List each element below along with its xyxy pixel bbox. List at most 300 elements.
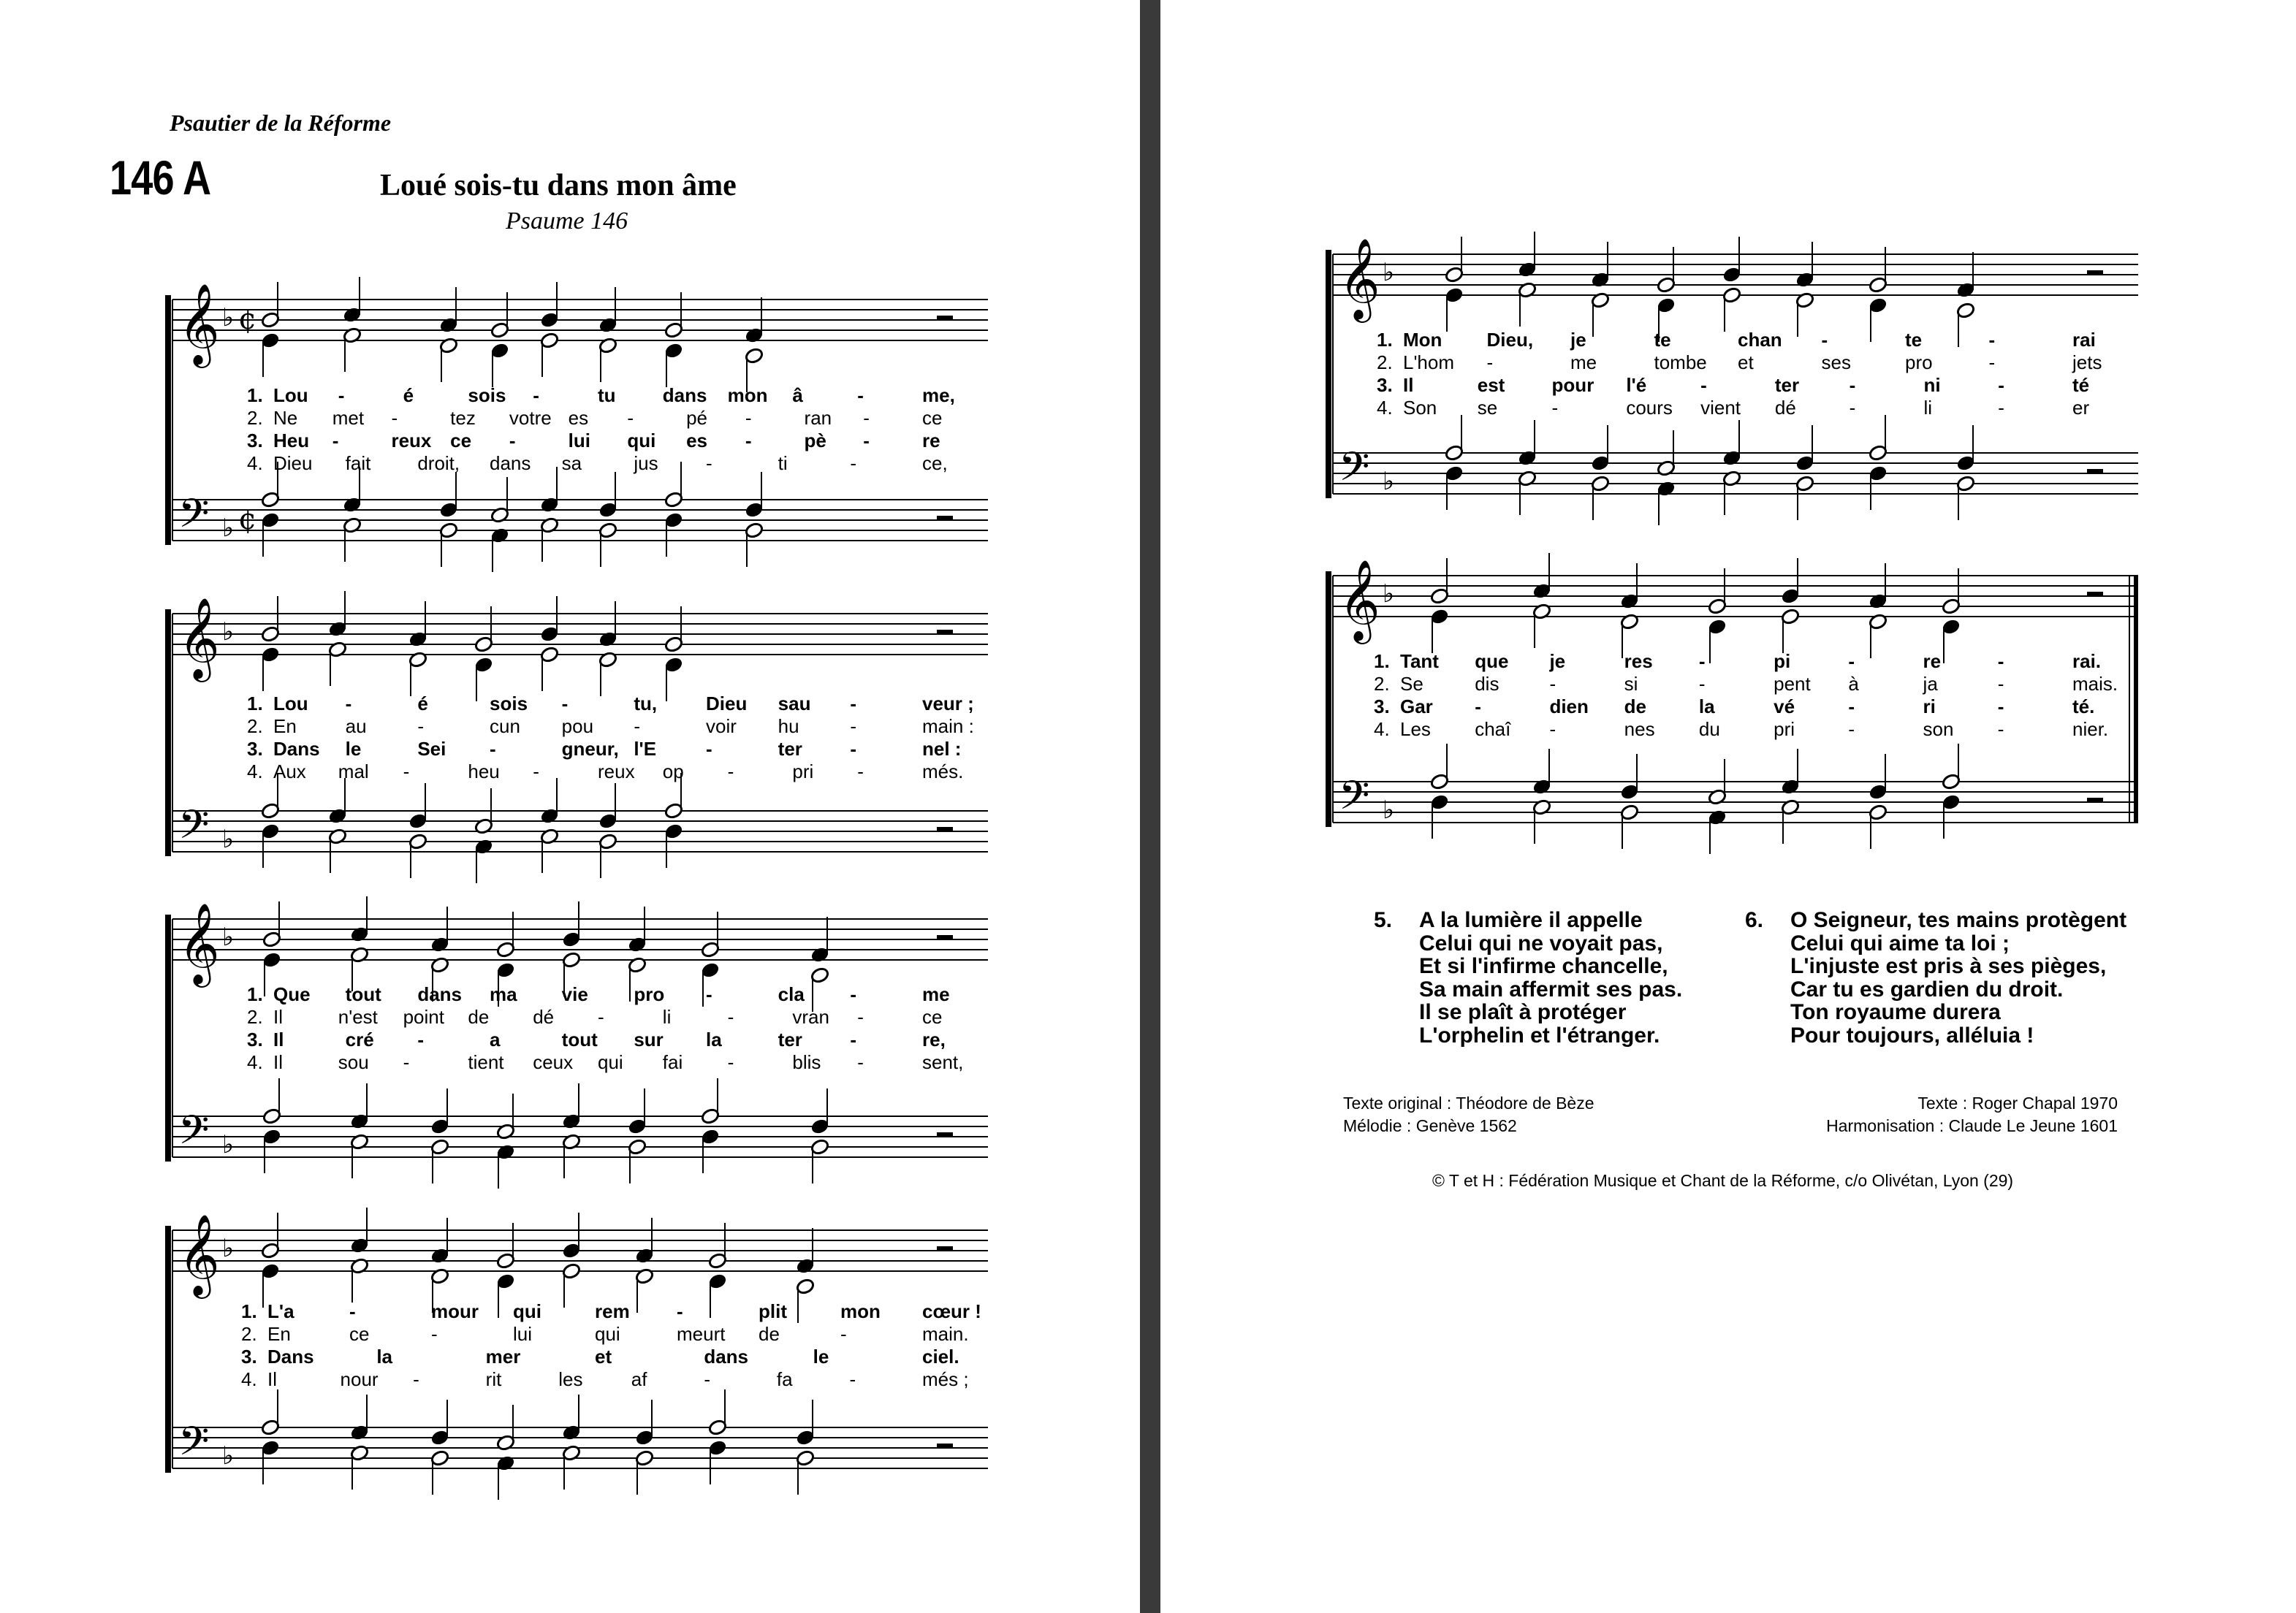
stanza-line: A la lumière il appelle [1419,908,1643,932]
verse-label: 1. [247,983,263,1005]
lyric-hyphen: - [1849,374,1856,396]
bass-clef-icon: 𝄢 [178,1107,210,1163]
verse-label: 4. [1377,397,1393,419]
lyric-syllable: ce, [922,452,948,474]
lyric-syllable: res [1624,650,1653,672]
flat-key-icon: ♭ [222,514,235,543]
lyric-syllable: sou [338,1051,369,1073]
lyric-hyphen: - [1998,374,2004,396]
flat-key-icon: ♭ [222,825,235,854]
verse-label: 2. [241,1323,257,1345]
lyric-syllable: dien [1549,695,1589,717]
lyric-syllable: ciel. [922,1346,959,1368]
lyric-hyphen: - [863,407,870,429]
stanza-line: L'orphelin et l'étranger. [1419,1023,1660,1048]
lyric-syllable: tout [561,1029,598,1050]
lyric-syllable: à [1848,673,1859,695]
lyric-syllable: me [922,983,950,1005]
lyric-syllable: rit [485,1368,502,1390]
lyric-hyphen: - [634,715,640,737]
lyric-syllable: nes [1624,718,1655,740]
lyric-syllable: vient [1700,397,1741,419]
verse-label: 1. [241,1300,257,1322]
stanza-number: 6. [1745,908,1764,932]
lyric-syllable: af [631,1368,647,1390]
lyric-syllable: ma [490,983,517,1005]
lyric-syllable: main. [922,1323,969,1345]
lyric-syllable: Tant [1400,650,1439,672]
flat-key-icon: ♭ [1383,579,1395,609]
lyric-syllable: cré [345,1029,374,1050]
lyric-syllable: pro [634,983,665,1005]
rest-icon [937,1132,953,1137]
verse-label: 2. [247,1006,263,1028]
lyric-syllable: fa [776,1368,793,1390]
lyric-hyphen: - [857,1051,864,1073]
lyric-syllable: cun [490,715,520,737]
lyric-syllable: sur [634,1029,664,1050]
lyric-syllable: li [1923,397,1932,419]
lyric-syllable: es [686,430,707,451]
music-system-2 [162,592,988,884]
verse-label: 4. [247,760,263,782]
stanza-line: Et si l'infirme chancelle, [1419,954,1668,978]
lyric-syllable: fait [345,452,371,474]
verse-label: 4. [1374,718,1390,740]
lyric-syllable: si [1624,673,1638,695]
lyric-syllable: qui [595,1323,620,1345]
lyric-syllable: més ; [922,1368,969,1390]
treble-clef-icon: 𝄞 [1339,559,1380,641]
lyric-hyphen: - [1848,650,1855,672]
lyric-syllable: gneur, [561,738,619,760]
lyric-hyphen: - [338,384,345,406]
lyric-syllable: tu, [634,693,658,714]
verse-label: 2. [247,715,263,737]
bass-clef-icon: 𝄢 [178,801,210,858]
lyric-syllable: droit, [417,452,460,474]
verse-label: 3. [247,1029,263,1050]
lyric-syllable: ri [1923,695,1936,717]
lyric-syllable: ce [922,1006,943,1028]
lyric-hyphen: - [840,1323,847,1345]
rest-icon [2087,592,2103,596]
lyric-syllable: dis [1475,673,1499,695]
bass-clef-icon: 𝄢 [178,490,210,546]
music-system-3 [162,897,988,1189]
lyric-syllable: mer [485,1346,521,1368]
lyric-syllable: veur ; [922,693,974,714]
lyric-syllable: sa [561,452,582,474]
treble-clef-icon: 𝄞 [178,1213,220,1295]
bass-staff [172,500,988,541]
lyric-syllable: la [706,1029,722,1050]
lyric-syllable: plit [759,1300,787,1322]
lyric-syllable: Les [1400,718,1431,740]
lyric-syllable: re, [922,1029,946,1050]
lyric-hyphen: - [727,1051,734,1073]
lyric-syllable: Il [267,1368,277,1390]
treble-staff [1333,576,2138,617]
lyric-syllable: re [922,430,940,451]
verse-label: 3. [247,738,263,760]
flat-key-icon: ♭ [1383,796,1395,825]
score-svg [1323,237,2138,526]
lyric-hyphen: - [391,407,398,429]
lyric-syllable: heu [468,760,500,782]
lyric-hyphen: - [727,1006,734,1028]
lyric-syllable: les [558,1368,583,1390]
lyric-syllable: Lou [273,693,308,714]
lyric-syllable: Il [273,1029,284,1050]
lyric-syllable: rai. [2072,650,2102,672]
lyric-syllable: té. [2072,695,2095,717]
lyric-syllable: mais. [2072,673,2118,695]
lyric-syllable: le [813,1346,829,1368]
lyric-syllable: qui [513,1300,541,1322]
lyric-hyphen: - [1698,650,1706,672]
lyric-syllable: sau [778,693,811,714]
lyric-syllable: te [1905,329,1923,351]
lyric-syllable: au [345,715,367,737]
lyric-hyphen: - [745,407,752,429]
lyric-syllable: Se [1400,673,1423,695]
lyric-hyphen: - [431,1323,438,1345]
lyric-syllable: més. [922,760,964,782]
lyric-syllable: la [376,1346,393,1368]
lyric-syllable: meurt [677,1323,726,1345]
lyric-hyphen: - [706,738,712,760]
lyric-syllable: dé [533,1006,555,1028]
lyric-syllable: ti [778,452,788,474]
verse-label: 3. [1377,374,1393,396]
lyric-syllable: Aux [273,760,306,782]
lyric-syllable: cours [1626,397,1673,419]
lyric-hyphen: - [704,1368,710,1390]
lyric-hyphen: - [849,1368,856,1390]
page-gutter [1140,0,1160,1613]
bass-clef-icon: 𝄢 [1339,443,1370,500]
lyric-hyphen: - [1551,397,1559,419]
lyric-syllable: l'é [1626,374,1647,396]
lyric-syllable: je [1549,650,1566,672]
hymn-number: 146 A [110,150,211,205]
lyric-syllable: Gar [1400,695,1433,717]
lyric-hyphen: - [1475,695,1481,717]
lyric-hyphen: - [857,1006,864,1028]
lyric-hyphen: - [850,738,856,760]
lyric-syllable: nel : [922,738,962,760]
lyric-syllable: tez [450,407,476,429]
lyric-syllable: dans [490,452,531,474]
treble-staff [172,614,988,655]
rest-icon [937,935,953,939]
stanza-line: Sa main affermit ses pas. [1419,977,1683,1002]
lyric-syllable: Que [273,983,311,1005]
lyric-hyphen: - [417,1029,424,1050]
lyric-hyphen: - [1848,695,1855,717]
flat-key-icon: ♭ [222,617,235,647]
verse-label: 3. [1374,695,1390,717]
lyric-syllable: me [1570,351,1597,373]
lyric-hyphen: - [509,430,516,451]
lyric-syllable: En [273,715,297,737]
lyric-syllable: te [1654,329,1671,351]
verse-label: 4. [247,1051,263,1073]
lyric-hyphen: - [745,430,752,451]
lyric-hyphen: - [1698,673,1706,695]
lyric-syllable: nour [340,1368,379,1390]
lyric-syllable: L'hom [1403,351,1455,373]
flat-key-icon: ♭ [222,923,235,952]
bass-staff [172,1427,988,1468]
lyric-hyphen: - [1849,397,1856,419]
lyric-hyphen: - [403,760,410,782]
lyric-syllable: Heu [273,430,310,451]
bass-staff [1333,782,2138,823]
lyric-syllable: pou [561,715,594,737]
rest-icon [2087,270,2103,275]
lyric-syllable: Dieu, [1486,329,1534,351]
verse-label: 1. [247,693,263,714]
credit-melody: Mélodie : Genève 1562 [1343,1116,1517,1135]
lyric-hyphen: - [850,693,856,714]
lyric-syllable: de [759,1323,780,1345]
lyric-syllable: vie [561,983,588,1005]
treble-staff [172,919,988,960]
lyric-syllable: point [403,1006,444,1028]
lyric-syllable: rem [595,1300,630,1322]
lyric-syllable: pri [1774,718,1795,740]
lyric-syllable: sois [468,384,506,406]
lyric-hyphen: - [1997,650,2004,672]
verse-label: 4. [241,1368,257,1390]
lyric-syllable: jus [634,452,658,474]
lyric-syllable: tout [345,983,381,1005]
rest-icon [937,630,953,634]
lyric-syllable: Lou [273,384,308,406]
lyric-hyphen: - [332,430,339,451]
lyric-syllable: mon [840,1300,881,1322]
lyric-hyphen: - [727,760,734,782]
stanza-line: Il se plaît à protéger [1419,1000,1627,1024]
lyric-syllable: a [490,1029,501,1050]
lyric-hyphen: - [403,1051,410,1073]
lyric-syllable: er [2072,397,2090,419]
treble-clef-icon: 𝄞 [178,902,220,984]
lyric-syllable: pé [686,407,707,429]
lyric-syllable: dans [662,384,707,406]
rest-icon [2087,798,2103,802]
lyric-syllable: fai [662,1051,683,1073]
verse-label: 2. [1377,351,1393,373]
lyric-hyphen: - [1486,351,1494,373]
lyric-hyphen: - [1997,695,2004,717]
music-system-6 [1323,561,2138,855]
lyric-syllable: En [267,1323,291,1345]
copyright-notice: © T et H : Fédération Musique et Chant de la Réforme, c/o Olivétan, Lyon (29) [1432,1171,2014,1190]
rest-icon [937,316,953,320]
stanza-line: L'injuste est pris à ses pièges, [1790,954,2107,978]
lyric-syllable: dans [417,983,463,1005]
lyric-syllable: Son [1403,397,1437,419]
lyric-syllable: ja [1923,673,1938,695]
lyric-syllable: sent, [922,1051,964,1073]
lyric-syllable: pri [792,760,814,782]
lyric-hyphen: - [857,760,864,782]
rest-icon [937,1444,953,1448]
lyric-syllable: me, [922,384,955,406]
lyric-syllable: pro [1905,351,1933,373]
lyric-syllable: li [662,1006,672,1028]
lyric-syllable: est [1477,374,1505,396]
lyric-syllable: Dans [267,1346,314,1368]
treble-staff [172,1230,988,1271]
lyric-syllable: blis [792,1051,821,1073]
lyric-syllable: ce [349,1323,370,1345]
lyric-hyphen: - [857,384,864,406]
lyric-hyphen: - [349,1300,356,1322]
collection-name: Psautier de la Réforme [170,110,392,136]
lyric-syllable: chan [1738,329,1782,351]
lyric-syllable: Mon [1403,329,1442,351]
lyric-syllable: es [568,407,589,429]
score-svg [1323,561,2138,855]
lyric-syllable: lui [513,1323,533,1345]
lyric-hyphen: - [850,715,856,737]
lyric-hyphen: - [706,983,712,1005]
lyric-syllable: chaî [1475,718,1511,740]
lyric-syllable: hu [778,715,799,737]
lyric-syllable: met [332,407,365,429]
treble-staff [172,300,988,340]
flat-key-icon: ♭ [222,1130,235,1159]
lyric-syllable: vé [1774,695,1795,717]
verse-label: 2. [1374,673,1390,695]
lyric-syllable: pent [1774,673,1811,695]
lyric-hyphen: - [677,1300,683,1322]
lyric-syllable: ter [778,1029,802,1050]
music-system-5 [1323,237,2138,526]
rest-icon [937,1246,953,1251]
stanza-line: Celui qui ne voyait pas, [1419,931,1663,956]
stanza-line: Celui qui aime ta loi ; [1790,931,2010,956]
bass-staff [172,811,988,852]
cut-time-icon: ¢ [238,503,257,536]
lyric-syllable: Dieu [273,452,313,474]
bass-staff [172,1116,988,1157]
stanza-line: Car tu es gardien du droit. [1790,977,2064,1002]
lyric-syllable: lui [568,430,590,451]
lyric-syllable: l'E [634,738,657,760]
lyric-syllable: reux [598,760,635,782]
lyric-hyphen: - [598,1006,604,1028]
lyric-syllable: de [468,1006,490,1028]
lyric-hyphen: - [561,693,569,714]
lyric-syllable: Dans [273,738,320,760]
lyric-hyphen: - [417,715,424,737]
music-system-4 [162,1208,988,1500]
verse-label: 1. [1374,650,1390,672]
lyric-syllable: de [1624,695,1646,717]
flat-key-icon: ♭ [222,1441,235,1471]
credit-text-original: Texte original : Théodore de Bèze [1343,1094,1594,1113]
lyric-syllable: pè [804,430,826,451]
lyric-syllable: ce [922,407,943,429]
lyric-syllable: qui [627,430,656,451]
music-system-1 [162,241,988,573]
hymn-subtitle: Psaume 146 [506,207,628,234]
lyric-syllable: voir [706,715,737,737]
lyric-hyphen: - [1700,374,1707,396]
lyric-syllable: tient [468,1051,504,1073]
lyric-syllable: Ne [273,407,298,429]
flat-key-icon: ♭ [222,1234,235,1263]
lyric-syllable: dé [1774,397,1796,419]
lyric-syllable: ni [1923,374,1941,396]
flat-key-icon: ♭ [222,303,235,332]
lyric-syllable: é [403,384,414,406]
hymn-title: Loué sois-tu dans mon âme [380,169,737,202]
lyric-syllable: tombe [1654,351,1707,373]
lyric-syllable: n'est [338,1006,378,1028]
lyric-hyphen: - [533,384,539,406]
lyric-syllable: pi [1774,650,1791,672]
verse-label: 4. [247,452,263,474]
left-page [0,0,1140,1613]
lyric-syllable: son [1923,718,1954,740]
lyric-hyphen: - [1997,673,2004,695]
lyric-syllable: ce [450,430,472,451]
lyric-hyphen: - [1988,351,1996,373]
lyric-syllable: et [595,1346,612,1368]
lyric-hyphen: - [1848,718,1855,740]
lyric-syllable: le [345,738,362,760]
lyric-syllable: ter [1774,374,1800,396]
lyric-hyphen: - [413,1368,419,1390]
lyric-hyphen: - [1549,673,1556,695]
rest-icon [937,827,953,831]
stanza-line: Pour toujours, alléluia ! [1790,1023,2034,1048]
stanza-line: Ton royaume durera [1790,1000,2001,1024]
verse-label: 3. [241,1346,257,1368]
lyric-syllable: se [1477,397,1498,419]
lyric-syllable: que [1475,650,1509,672]
lyric-syllable: re [1923,650,1942,672]
credit-harmonization: Harmonisation : Claude Le Jeune 1601 [1826,1116,2118,1135]
rest-icon [937,516,953,520]
lyric-syllable: sois [490,693,528,714]
lyric-syllable: Dieu [706,693,748,714]
lyric-hyphen: - [1988,329,1996,351]
treble-clef-icon: 𝄞 [178,283,220,365]
lyric-syllable: mal [338,760,369,782]
lyric-syllable: â [792,384,803,406]
lyric-syllable: Il [273,1051,283,1073]
verse-label: 1. [1377,329,1393,351]
lyric-syllable: qui [598,1051,623,1073]
treble-clef-icon: 𝄞 [178,597,220,679]
lyric-syllable: vran [792,1006,829,1028]
lyric-syllable: é [417,693,428,714]
lyric-syllable: ceux [533,1051,574,1073]
lyric-hyphen: - [850,983,856,1005]
lyric-syllable: votre [509,407,552,429]
lyric-hyphen: - [490,738,496,760]
lyric-syllable: Il [1403,374,1414,396]
credit-text: Texte : Roger Chapal 1970 [1917,1094,2118,1113]
stanza-line: O Seigneur, tes mains protègent [1790,908,2127,932]
